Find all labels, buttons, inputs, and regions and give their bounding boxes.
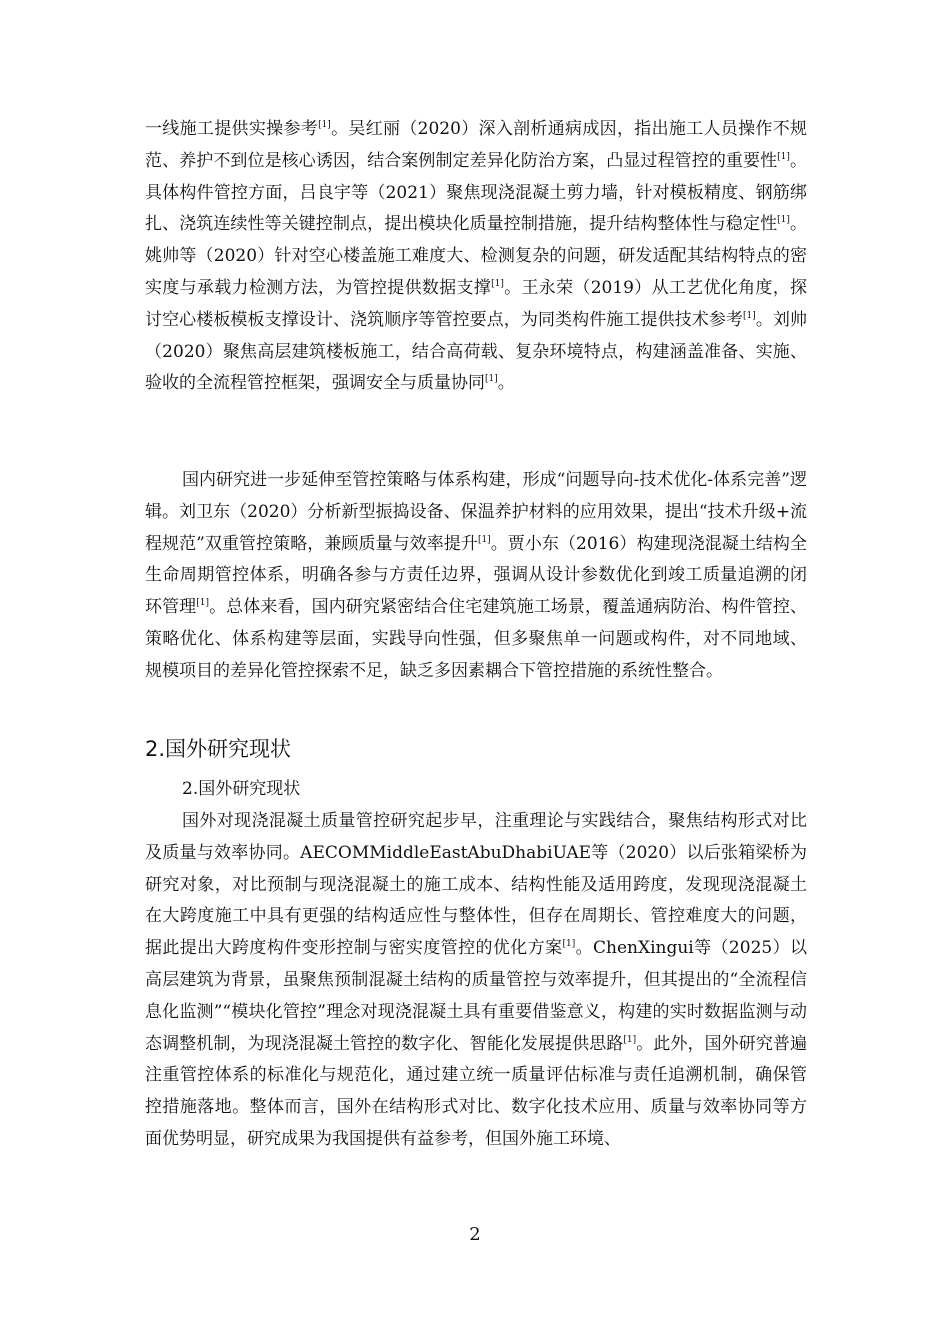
- text-run: 。: [497, 373, 515, 394]
- text-run: 国外对现浇混凝土质量管控研究起步早，注重理论与实践结合，聚焦结构形式对比及质量与效率协同。AECOMMiddleEastAbuDhabiUAE等（2020）以后张箱梁桥为研究对象，对比预制与现浇混凝土的施工成本、结构性能及适用跨度，发现现浇混凝土在大跨度施工中具有更强的结构适应性与整体性，但存在周期长、管控难度大的问题，据此提出大跨度构件变形控制与密实度管控的优化方案: [145, 811, 807, 959]
- citation-ref: [1]: [777, 215, 790, 226]
- citation-ref: [1]: [562, 939, 576, 950]
- body-paragraph-domestic-components: [145, 114, 807, 400]
- citation-ref: [1]: [743, 310, 756, 321]
- text-run: 。刘帅（2020）聚焦高层建筑楼板施工，结合高荷载、复杂环境特点，构建涵盖准备、实施、验收的全流程管控框架，强调安全与质量协同: [145, 309, 808, 394]
- citation-ref: [1]: [623, 1034, 637, 1045]
- citation-ref: [1]: [477, 534, 491, 545]
- text-run: 。ChenXingui等（2025）以高层建筑为背景，虽聚焦预制混凝土结构的质量管控与效率提升，但其提出的“全流程信息化监测”“模块化管控”理念对现浇混凝土具有重要借鉴意义，构建的实时数据监测与动态调整机制，为现浇混凝土管控的数字化、智能化发展提供思路: [145, 938, 807, 1054]
- text-run: 。此外，国外研究普遍注重管控体系的标准化与规范化，通过建立统一质量评估标准与责任追溯机制，确保管控措施落地。整体而言，国外在结构形式对比、数字化技术应用、质量与效率协同等方面优势明显，研究成果为我国提供有益参考，但国外施工环境、: [145, 1033, 808, 1149]
- citation-ref: [1]: [491, 278, 504, 289]
- text-run: 。吴红丽（2020）深入剖析通病成因，指出施工人员操作不规范、养护不到位是核心诱因，结合案例制定差异化防治方案，凸显过程管控的重要性: [145, 119, 808, 171]
- text-run: 。具体构件管控方面，吕良宇等（2021）聚焦现浇混凝土剪力墙，针对模板精度、钢筋绑扎、浇筑连续性等关键控制点，提出模块化质量控制措施，提升结构整体性与稳定性: [145, 150, 808, 235]
- body-paragraph-domestic-strategy: [145, 465, 807, 688]
- text-run: 。贾小东（2016）构建现浇混凝土结构全生命周期管控体系，明确各参与方责任边界，强调从设计参数优化到竣工质量追溯的闭环管理: [145, 533, 807, 618]
- citation-ref: [1]: [777, 151, 790, 162]
- subsection-heading: 2.国外研究现状: [182, 779, 301, 799]
- text-run: 国内研究进一步延伸至管控策略与体系构建，形成“问题导向-技术优化-体系完善”逻辑。刘卫东（2020）分析新型振捣设备、保温养护材料的应用效果，提出“技术升级+流程规范”双重管控策略，兼顾质量与效率提升: [145, 470, 807, 554]
- citation-ref: [1]: [196, 598, 210, 609]
- text-run: 。总体来看，国内研究紧密结合住宅建筑施工场景，覆盖通病防治、构件管控、策略优化、体系构建等层面，实践导向性强，但多聚焦单一问题或构件，对不同地域、规模项目的差异化管控探索不足，缺乏多因素耦合下管控措施的系统性整合。: [145, 597, 808, 681]
- text-run: 。姚帅等（2020）针对空心楼盖施工难度大、检测复杂的问题，研发适配其结构特点的密实度与承载力检测方法，为管控提供数据支撑: [145, 214, 808, 298]
- body-paragraph-foreign-research: [145, 806, 807, 1156]
- page-number: 2: [469, 1224, 481, 1245]
- text-run: 一线施工提供实操参考: [145, 119, 319, 139]
- text-run: 。王永荣（2019）从工艺优化角度，探讨空心楼板模板支撑设计、浇筑顺序等管控要点，为同类构件施工提供技术参考: [145, 277, 808, 330]
- citation-ref: [1]: [485, 374, 498, 385]
- section-heading: 2.国外研究现状: [145, 737, 292, 761]
- citation-ref: [1]: [318, 120, 331, 130]
